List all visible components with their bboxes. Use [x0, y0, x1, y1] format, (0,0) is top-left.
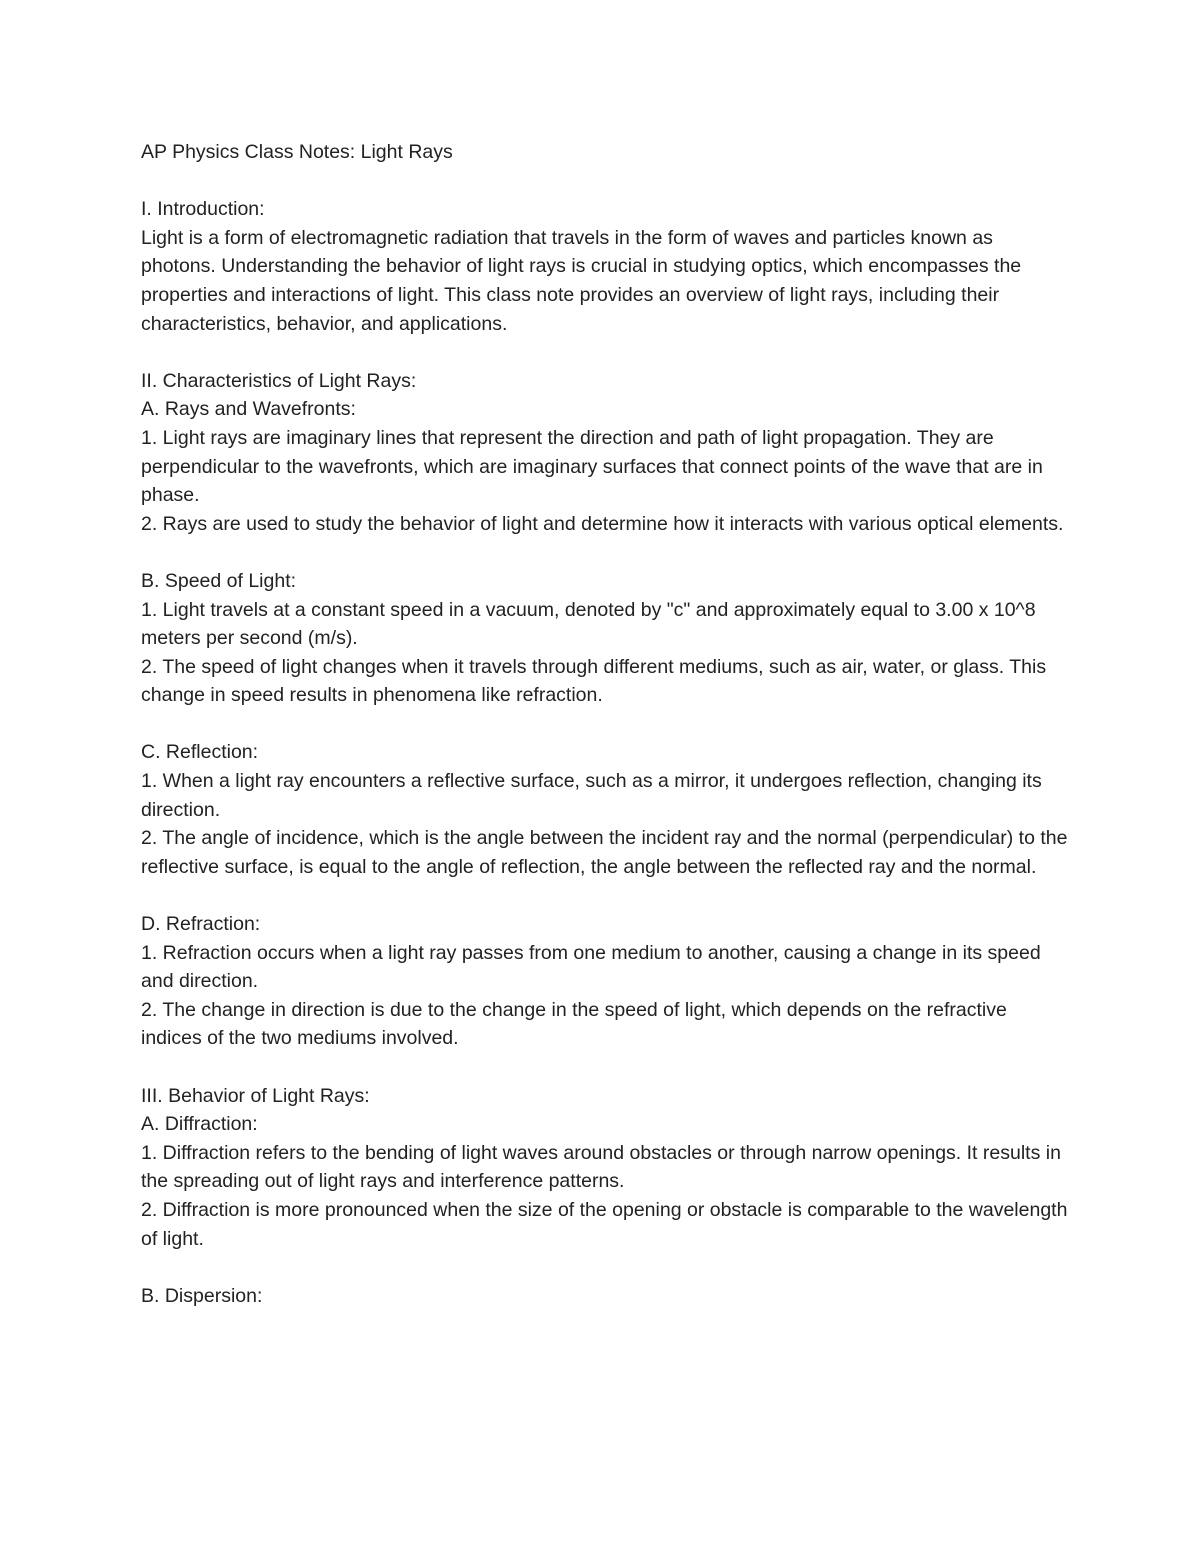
section-refraction	[141, 910, 1071, 1053]
paragraph-introduction: Light is a form of electromagnetic radiation that travels in the form of waves and particles known as photons. Understanding the behavior of light rays is crucial in studying optics, which encompasses the properties and interactions of light. This class note provides an overview of light rays, including their characteristics, behavior, and applications.	[141, 226, 1022, 335]
heading-characteristics: II. Characteristics of Light Rays:	[141, 369, 417, 392]
item-speed-2: 2. The speed of light changes when it travels through different mediums, such as air, water, or glass. This change in speed results in phenomena like refraction.	[141, 655, 1047, 707]
subheading-dispersion: B. Dispersion:	[141, 1284, 263, 1307]
section-dispersion	[141, 1282, 1071, 1311]
heading-behavior: III. Behavior of Light Rays:	[141, 1084, 370, 1107]
item-reflection-1: 1. When a light ray encounters a reflective surface, such as a mirror, it undergoes reflection, changing its direction.	[141, 770, 1042, 821]
title-text: AP Physics Class Notes: Light Rays	[141, 141, 453, 163]
item-diffraction-2: 2. Diffraction is more pronounced when the size of the opening or obstacle is comparable to the wavelength of light.	[141, 1198, 1068, 1250]
section-speed-of-light	[141, 567, 1071, 710]
document-body	[141, 138, 1071, 1339]
section-behavior	[141, 1082, 1071, 1254]
section-reflection	[141, 738, 1071, 881]
item-speed-1: 1. Light travels at a constant speed in a vacuum, denoted by "c" and approximately equal to 3.00 x 10^8 meters per second (m/s).	[141, 598, 1036, 650]
subheading-reflection: C. Reflection:	[141, 741, 259, 764]
subheading-refraction: D. Refraction:	[141, 913, 261, 936]
heading-introduction: I. Introduction:	[141, 198, 265, 221]
item-refraction-1: 1. Refraction occurs when a light ray passes from one medium to another, causing a change in its speed and direction.	[141, 941, 1041, 993]
subheading-diffraction: A. Diffraction:	[141, 1113, 258, 1136]
subheading-rays-wavefronts: A. Rays and Wavefronts:	[141, 398, 356, 421]
item-diffraction-1: 1. Diffraction refers to the bending of light waves around obstacles or through narrow openings. It results in the spreading out of light rays and interference patterns.	[141, 1141, 1061, 1193]
section-introduction	[141, 195, 1071, 338]
item-reflection-2: 2. The angle of incidence, which is the angle between the incident ray and the normal (perpendicular) to the reflective surface, is equal to the angle of reflection, the angle between the reflected ray and the normal.	[141, 827, 1068, 878]
item-rays-1: 1. Light rays are imaginary lines that represent the direction and path of light propagation. They are perpendicular to the wavefronts, which are imaginary surfaces that connect points of the wave that are in phase.	[141, 426, 1043, 507]
document-title	[141, 138, 1071, 167]
item-refraction-2: 2. The change in direction is due to the change in the speed of light, which depends on the refractive indices of the two mediums involved.	[141, 998, 1007, 1050]
section-characteristics	[141, 367, 1071, 539]
subheading-speed-of-light: B. Speed of Light:	[141, 569, 297, 592]
item-rays-2: 2. Rays are used to study the behavior of light and determine how it interacts with various optical elements.	[141, 512, 1064, 535]
